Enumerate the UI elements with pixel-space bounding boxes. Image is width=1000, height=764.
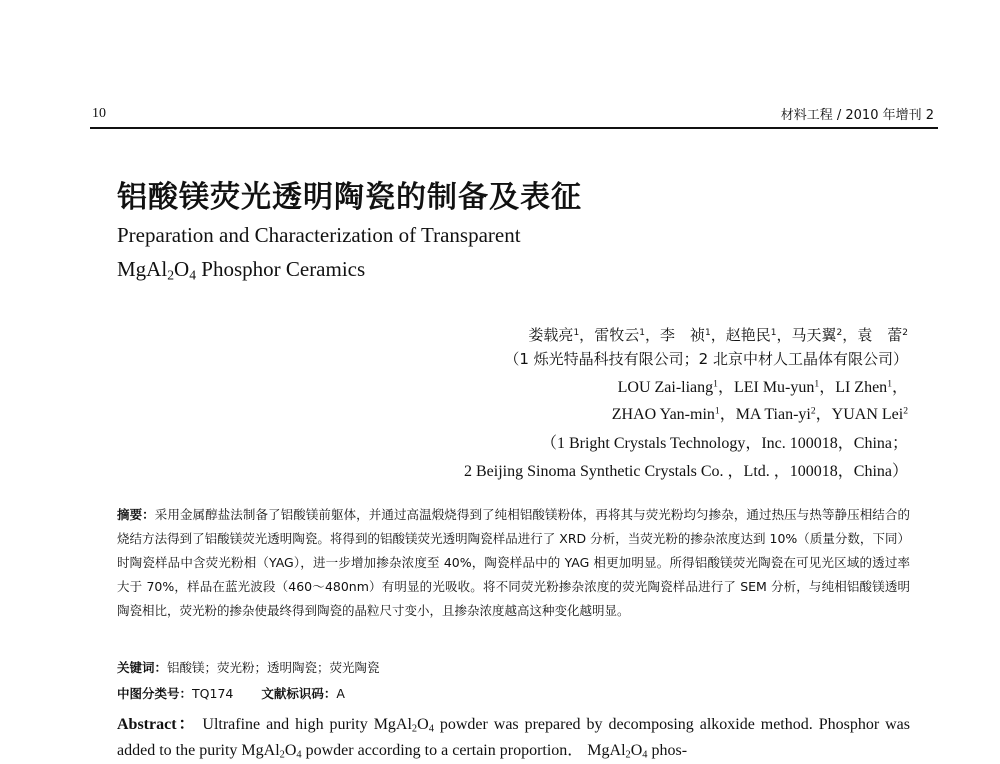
author-name: LI Zhen bbox=[835, 379, 888, 396]
author-name: 赵艳民 bbox=[725, 326, 771, 344]
doc-code-value: A bbox=[336, 686, 345, 701]
author-separator: ， bbox=[842, 326, 858, 344]
author-name: 马天翼 bbox=[791, 326, 837, 344]
author-name: 李 祯 bbox=[659, 326, 705, 344]
affiliation-english-line1: （1 Bright Crystals Technology，Inc. 100018，China； bbox=[540, 435, 908, 452]
author-separator: ， bbox=[710, 326, 726, 344]
author-name: 袁 蕾 bbox=[857, 326, 903, 344]
author-affiliation-mark: 1 bbox=[714, 405, 720, 417]
author-affiliation-mark: 2 bbox=[810, 405, 816, 417]
author-separator: ， bbox=[776, 326, 792, 344]
abstract-chinese-label: 摘要： bbox=[117, 507, 155, 522]
author-name: 雷牧云 bbox=[594, 326, 640, 344]
author-name: 娄载亮 bbox=[528, 326, 574, 344]
author-separator: ， bbox=[717, 379, 734, 396]
title-english-line1: Preparation and Characterization of Transparent bbox=[117, 223, 521, 247]
abstract-english-label: Abstract： bbox=[117, 716, 197, 733]
authors-english-line1 bbox=[618, 374, 908, 397]
author-separator: ， bbox=[579, 326, 595, 344]
clc-label: 中图分类号： bbox=[117, 686, 193, 701]
author-separator: ， bbox=[815, 406, 832, 423]
abstract-chinese-text: 采用金属醇盐法制备了铝酸镁前躯体，并通过高温煅烧得到了纯相铝酸镁粉体，再将其与荧光粉均匀掺杂，通过热压与热等静压相结合的烧结方法得到了铝酸镁荧光透明陶瓷。将得到的铝酸镁荧光透明陶瓷样品进行了 XRD 分析，当荧光粉的掺杂浓度达到 10%（质量分数，下同）时陶瓷样品中含荧光粉相（YAG），进一步增加掺杂浓度至 40%，陶瓷样品中的 YAG 相更加明显。所得铝酸镁荧光陶瓷在可见光区域的透过率大于 70%，样品在蓝光波段（460～480nm）有明显的光吸收。将不同荧光粉掺杂浓度的荧光陶瓷样品进行了 SEM 分析，与纯相铝酸镁透明陶瓷相比，荧光粉的掺杂使最终得到陶瓷的晶粒尺寸变小，且掺杂浓度越高这种变化越明显。 bbox=[117, 507, 910, 618]
author-name: LOU Zai-liang bbox=[617, 379, 714, 396]
affiliation-english-line2: 2 Beijing Sinoma Synthetic Crystals Co. ，Ltd. ，100018，China） bbox=[464, 463, 908, 480]
affiliation-chinese: （1 烁光特晶科技有限公司；2 北京中材人工晶体有限公司） bbox=[504, 350, 908, 368]
author-affiliation-mark: 1 bbox=[814, 378, 820, 390]
journal-issue: 材料工程 / 2010 年增刊 2 bbox=[780, 108, 934, 123]
abstract-english: Abstract： Ultrafine and high purity $MgAl_2O_4$ powder was prepared by decomposing alkoxide method. Phosphor was added to the purity $MgAl_2O_4$ powder according to a certain proportion． $MgAl_2O_4$ phos- bbox=[117, 716, 910, 761]
author-separator: ， bbox=[891, 379, 908, 396]
keywords-text: 铝酸镁；荧光粉；透明陶瓷；荧光陶瓷 bbox=[167, 660, 380, 675]
clc-value: TQ174 bbox=[192, 686, 234, 701]
author-separator: ， bbox=[819, 379, 836, 396]
abstract-chinese bbox=[117, 503, 910, 623]
author-separator: ， bbox=[719, 406, 736, 423]
author-affiliation-mark: 1 bbox=[704, 328, 711, 339]
author-affiliation-mark: 2 bbox=[902, 328, 908, 339]
author-name: LEI Mu-yun bbox=[733, 379, 815, 396]
author-affiliation-mark: 1 bbox=[770, 328, 777, 339]
author-affiliation-mark: 1 bbox=[713, 378, 718, 390]
page-number: 10 bbox=[92, 106, 106, 121]
author-separator: ， bbox=[644, 326, 660, 344]
author-name: ZHAO Yan-min bbox=[611, 406, 715, 423]
header-rule bbox=[90, 127, 938, 129]
author-affiliation-mark: 1 bbox=[573, 328, 580, 339]
authors-chinese bbox=[528, 324, 908, 345]
authors-english-line2 bbox=[612, 401, 908, 424]
title-chinese: 铝酸镁荧光透明陶瓷的制备及表征 bbox=[117, 180, 582, 215]
author-name: MA Tian-yi bbox=[735, 406, 811, 423]
author-name: YUAN Lei bbox=[831, 406, 904, 423]
title-english-line2: $MgAl_2O_4$ Phosphor Ceramics bbox=[117, 257, 366, 283]
author-affiliation-mark: 1 bbox=[887, 378, 892, 390]
author-affiliation-mark: 1 bbox=[639, 328, 645, 339]
classification bbox=[117, 684, 345, 702]
author-affiliation-mark: 2 bbox=[903, 405, 908, 417]
keywords bbox=[117, 658, 380, 676]
doc-code-label: 文献标识码： bbox=[261, 686, 337, 701]
keywords-label: 关键词： bbox=[117, 660, 168, 675]
author-affiliation-mark: 2 bbox=[836, 328, 843, 339]
